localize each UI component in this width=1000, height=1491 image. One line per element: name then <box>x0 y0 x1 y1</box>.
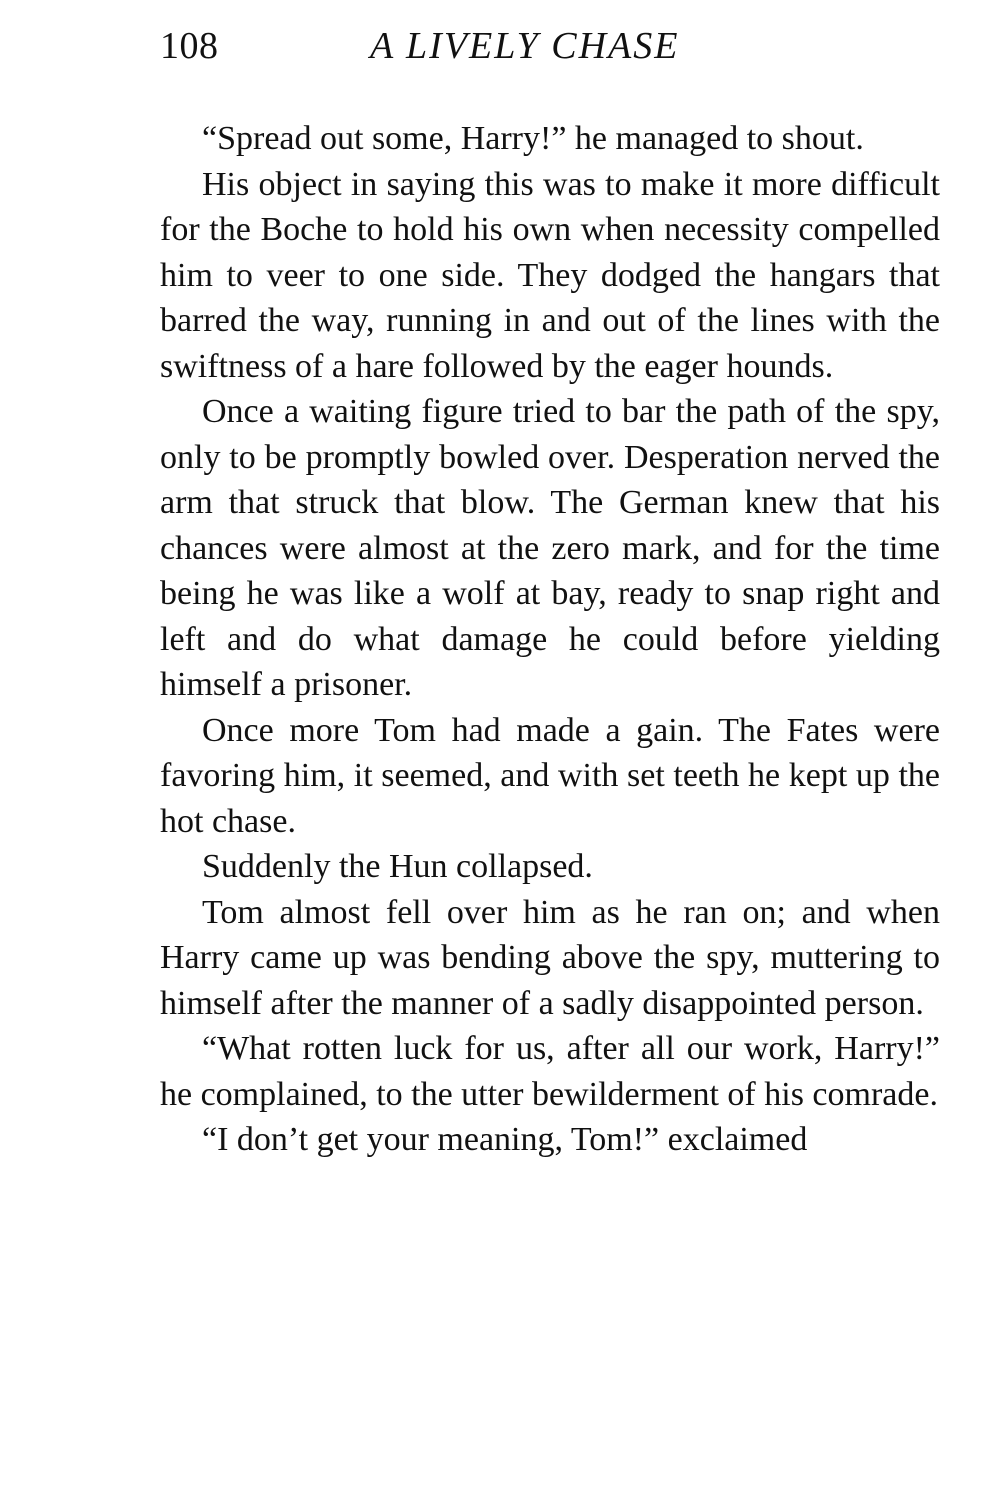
paragraph: “Spread out some, Harry!” he managed to shout. <box>202 120 864 157</box>
paragraph: Tom almost fell over him as he ran on; and when Harry came up was bending above the spy, muttering to himself after the manner of a sadly disappointed person. <box>160 893 940 1022</box>
paragraph: Suddenly the Hun collapsed. <box>202 848 593 885</box>
paragraph: “I don’t get your meaning, Tom!” exclaimed <box>202 1121 808 1158</box>
running-head: A LIVELY CHASE <box>370 25 680 67</box>
paragraph: His object in saying this was to make it more difficult for the Boche to hold his own when necessity compelled him to veer to one side. They dodged the hangars that barred the way, running in and out of the lines with the swiftness of a hare followed by the eager hounds. <box>160 165 940 385</box>
paragraph: Once more Tom had made a gain. The Fates were favoring him, it seemed, and with set teeth he kept up the hot chase. <box>160 711 940 840</box>
paragraph: “What rotten luck for us, after all our work, Harry!” he complained, to the utter bewilderment of his comrade. <box>160 1030 940 1113</box>
paragraph: Once a waiting figure tried to bar the path of the spy, only to be promptly bowled over. Desperation nerved the arm that struck that blow. The German knew that his chances were almost at the zero mark, and for the time being he was like a wolf at bay, ready to snap right and left and do what damage he could before yielding himself a prisoner. <box>160 393 940 703</box>
page-number: 108 <box>160 25 219 67</box>
body-text <box>160 116 940 1163</box>
page-header <box>160 20 940 72</box>
